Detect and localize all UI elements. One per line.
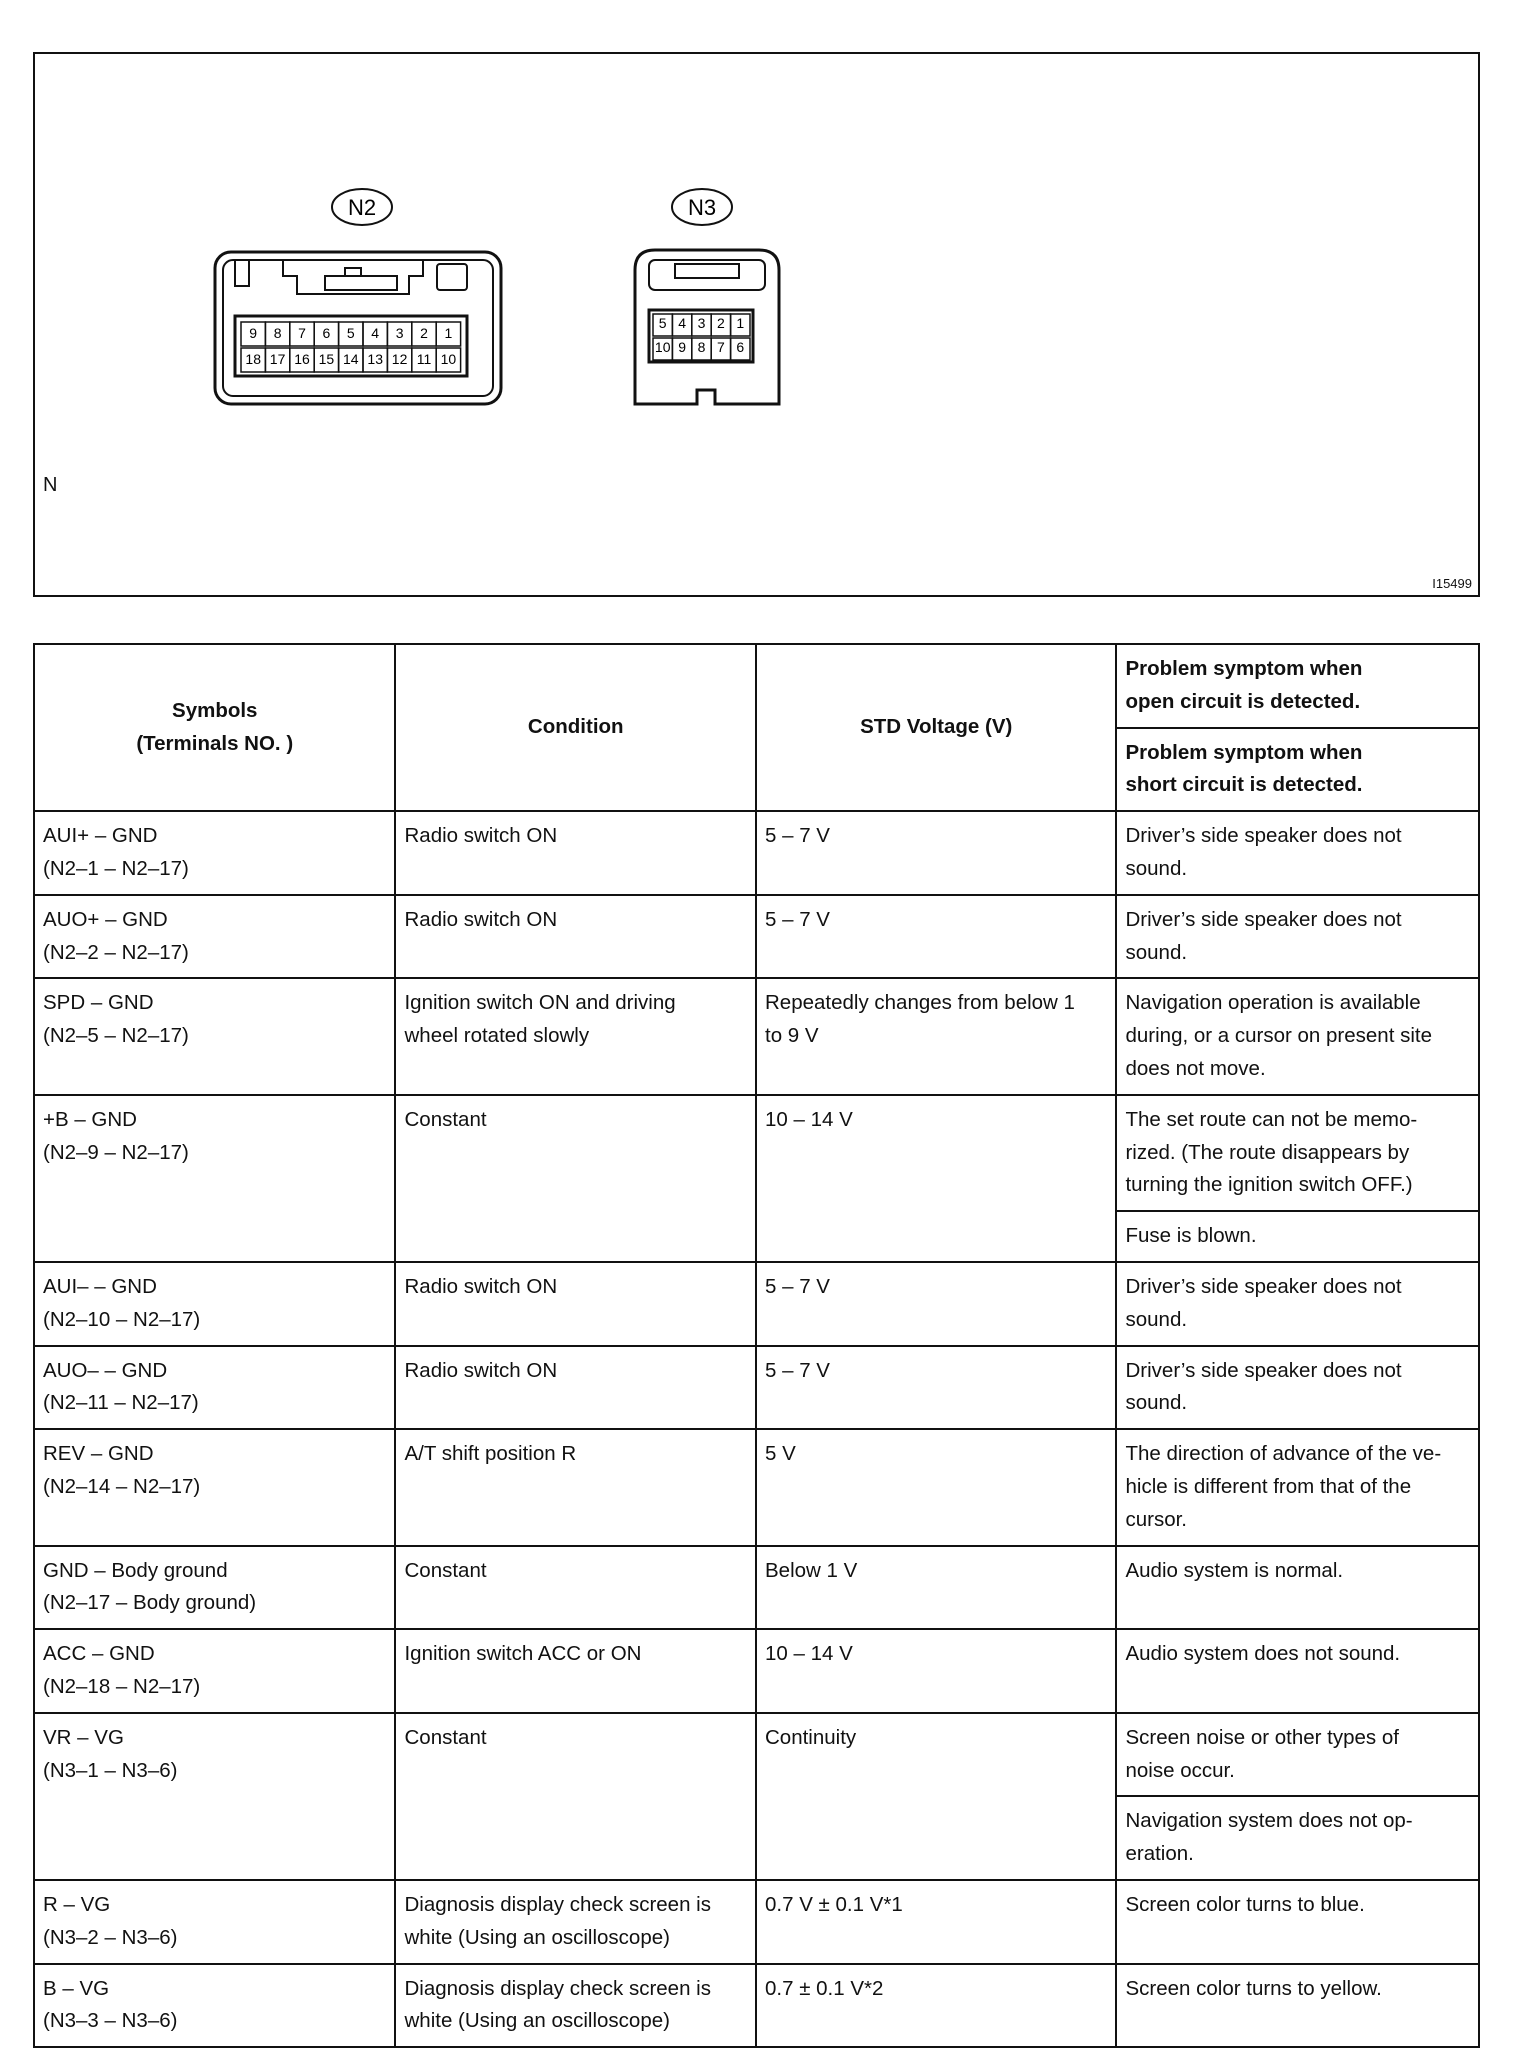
symbol-cell: AUO– – GND (N2–11 – N2–17)	[34, 1346, 395, 1430]
header-condition: Condition	[395, 644, 756, 811]
terminal-spec-table	[33, 643, 1480, 2048]
voltage-cell: 5 – 7 V	[756, 895, 1116, 979]
symbol-cell: +B – GND (N2–9 – N2–17)	[34, 1095, 395, 1262]
pin-number: 17	[269, 351, 286, 367]
n3-label: N3	[687, 195, 717, 220]
open-symptom-cell: Driver’s side speaker does not sound.	[1116, 1346, 1479, 1430]
condition-cell: Radio switch ON	[395, 895, 756, 979]
condition-cell: Ignition switch ACC or ON	[395, 1629, 756, 1713]
condition-cell: Constant	[395, 1546, 756, 1630]
open-symptom-cell: Audio system is normal.	[1116, 1546, 1479, 1630]
n2-pins-top	[241, 322, 461, 346]
pin-number: 14	[343, 351, 359, 367]
short-symptom-cell: Fuse is blown.	[1116, 1211, 1479, 1262]
condition-cell: Ignition switch ON and driving wheel rotated slowly	[395, 978, 756, 1094]
voltage-cell: 5 – 7 V	[756, 1262, 1116, 1346]
n3-pins-bottom	[653, 338, 750, 360]
pin-number: 16	[294, 351, 310, 367]
pin-number: 6	[322, 325, 331, 341]
symbol-cell: ACC – GND (N2–18 – N2–17)	[34, 1629, 395, 1713]
table-row	[34, 811, 1479, 895]
condition-cell: A/T shift position R	[395, 1429, 756, 1545]
table-row	[34, 1095, 1479, 1211]
pin-number: 7	[298, 325, 306, 341]
condition-cell: Constant	[395, 1095, 756, 1262]
pin-number: 12	[391, 351, 408, 367]
condition-cell: Diagnosis display check screen is white (Using an oscilloscope)	[395, 1880, 756, 1964]
voltage-cell: Continuity	[756, 1713, 1116, 1880]
pin-number: 18	[245, 351, 261, 367]
pin-number: 9	[249, 325, 258, 341]
pin-number: 8	[273, 325, 282, 341]
voltage-cell: 0.7 V ± 0.1 V*1	[756, 1880, 1116, 1964]
condition-cell: Radio switch ON	[395, 1346, 756, 1430]
table-row	[34, 1880, 1479, 1964]
n2-label: N2	[347, 195, 377, 220]
voltage-cell: 10 – 14 V	[756, 1095, 1116, 1262]
connector-drawing	[35, 54, 1478, 595]
table-row	[34, 1546, 1479, 1630]
table-row	[34, 978, 1479, 1094]
header-short-circuit: Problem symptom when short circuit is detected.	[1116, 728, 1479, 812]
open-symptom-cell: Screen color turns to yellow.	[1116, 1964, 1479, 2048]
pin-number: 4	[371, 325, 380, 341]
n2-pins-bottom	[241, 348, 461, 372]
open-symptom-cell: Audio system does not sound.	[1116, 1629, 1479, 1713]
pin-number: 5	[346, 325, 355, 341]
pin-number: 9	[678, 339, 686, 355]
symbol-cell: SPD – GND (N2–5 – N2–17)	[34, 978, 395, 1094]
pin-number: 7	[717, 339, 725, 355]
open-symptom-cell: The direction of advance of the ve- hicle is different from that of the cursor.	[1116, 1429, 1479, 1545]
voltage-cell: Repeatedly changes from below 1 to 9 V	[756, 978, 1116, 1094]
table-row	[34, 1964, 1479, 2048]
open-symptom-cell: Navigation operation is available during, or a cursor on present site does not move.	[1116, 978, 1479, 1094]
table-row	[34, 1713, 1479, 1797]
pin-number: 10	[654, 339, 671, 355]
pin-number: 3	[697, 315, 706, 331]
header-symbols: Symbols (Terminals NO. )	[34, 644, 395, 811]
symbol-cell: R – VG (N3–2 – N3–6)	[34, 1880, 395, 1964]
open-symptom-cell: Screen noise or other types of noise occur.	[1116, 1713, 1479, 1797]
condition-cell: Radio switch ON	[395, 811, 756, 895]
open-symptom-cell: Driver’s side speaker does not sound.	[1116, 895, 1479, 979]
pin-number: 11	[416, 351, 432, 367]
condition-cell: Diagnosis display check screen is white (Using an oscilloscope)	[395, 1964, 756, 2048]
short-symptom-cell: Navigation system does not op- eration.	[1116, 1796, 1479, 1880]
n2-connector-body	[215, 252, 501, 404]
symbol-cell: REV – GND (N2–14 – N2–17)	[34, 1429, 395, 1545]
open-symptom-cell: The set route can not be memo- rized. (The route disappears by turning the ignition switch OFF.)	[1116, 1095, 1479, 1211]
pin-number: 6	[736, 339, 745, 355]
symbol-cell: AUI+ – GND (N2–1 – N2–17)	[34, 811, 395, 895]
pin-number: 3	[395, 325, 404, 341]
pin-number: 2	[420, 325, 428, 341]
condition-cell: Radio switch ON	[395, 1262, 756, 1346]
figure-id: I15499	[1432, 576, 1472, 591]
pin-number: 15	[318, 351, 335, 367]
symbol-cell: AUI– – GND (N2–10 – N2–17)	[34, 1262, 395, 1346]
voltage-cell: 5 V	[756, 1429, 1116, 1545]
voltage-cell: 5 – 7 V	[756, 811, 1116, 895]
symbol-cell: B – VG (N3–3 – N3–6)	[34, 1964, 395, 2048]
pin-number: 13	[367, 351, 383, 367]
symbol-cell: AUO+ – GND (N2–2 – N2–17)	[34, 895, 395, 979]
pin-number: 1	[444, 325, 453, 341]
voltage-cell: 0.7 ± 0.1 V*2	[756, 1964, 1116, 2048]
connector-diagram	[33, 52, 1480, 597]
header-voltage: STD Voltage (V)	[756, 644, 1116, 811]
voltage-cell: Below 1 V	[756, 1546, 1116, 1630]
n3-connector-body	[635, 250, 779, 404]
table-row	[34, 1262, 1479, 1346]
open-symptom-cell: Driver’s side speaker does not sound.	[1116, 811, 1479, 895]
pin-number: 10	[440, 351, 457, 367]
pin-number: 5	[658, 315, 667, 331]
n3-pins-top	[653, 314, 750, 336]
table-row	[34, 1429, 1479, 1545]
pin-number: 4	[678, 315, 686, 331]
header-open-circuit: Problem symptom when open circuit is detected.	[1116, 644, 1479, 728]
voltage-cell: 5 – 7 V	[756, 1346, 1116, 1430]
open-symptom-cell: Screen color turns to blue.	[1116, 1880, 1479, 1964]
table-row	[34, 1629, 1479, 1713]
pin-number: 1	[736, 315, 745, 331]
pin-number: 2	[717, 315, 725, 331]
table-row	[34, 1346, 1479, 1430]
table-row	[34, 895, 1479, 979]
symbol-cell: VR – VG (N3–1 – N3–6)	[34, 1713, 395, 1880]
side-letter: N	[43, 474, 58, 496]
voltage-cell: 10 – 14 V	[756, 1629, 1116, 1713]
table-header-row	[34, 644, 1479, 728]
pin-number: 8	[697, 339, 706, 355]
open-symptom-cell: Driver’s side speaker does not sound.	[1116, 1262, 1479, 1346]
condition-cell: Constant	[395, 1713, 756, 1880]
symbol-cell: GND – Body ground (N2–17 – Body ground)	[34, 1546, 395, 1630]
